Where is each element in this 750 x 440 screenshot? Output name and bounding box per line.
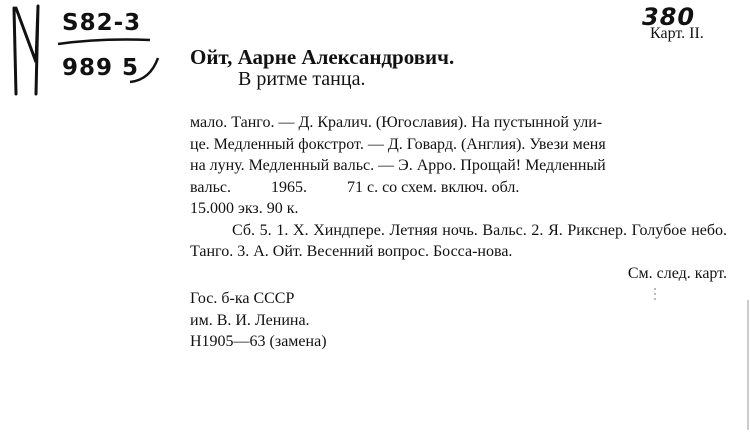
body-line: мало. Танго. — Д. Кралич. (Югославия). На пустынной ули- xyxy=(190,114,603,131)
handwritten-code-top: S82-3 xyxy=(62,10,142,36)
body-line: вальс. 1965. 71 с. со схем. включ. обл. xyxy=(190,178,520,196)
contents-note: Сб. 5. 1. Х. Хиндпере. Летняя ночь. Вальс. 2. Я. Рикснер. Голубое небо. Танго. 3. А. Ойт. Весенний вопрос. Босса-нова. xyxy=(190,221,727,260)
library-namesake: им. В. И. Ленина. xyxy=(190,311,310,329)
description-block xyxy=(190,112,727,284)
handwritten-card-number: 380 xyxy=(642,3,696,31)
library-name: Гос. б-ка СССР xyxy=(190,290,295,307)
card-sequence-label: Карт. II. xyxy=(650,25,704,42)
card-print-code: Н1905—63 (замена) xyxy=(190,333,327,350)
library-stamp xyxy=(190,288,327,353)
body-line: на луну. Медленный вальс. — Э. Арро. Прощай! Медленный xyxy=(190,157,606,174)
author-heading: Ойт, Аарне Александрович. xyxy=(190,45,455,69)
body-line: це. Медленный фокстрот. — Д. Говард. (Англия). Увези меня xyxy=(190,135,606,153)
handwritten-code-bottom: 989 5 xyxy=(62,55,140,81)
see-next-card: См. след. карт. xyxy=(627,264,727,282)
work-title: В ритме танца. xyxy=(238,68,366,90)
body-line: 15.000 экз. 90 к. xyxy=(190,200,299,217)
